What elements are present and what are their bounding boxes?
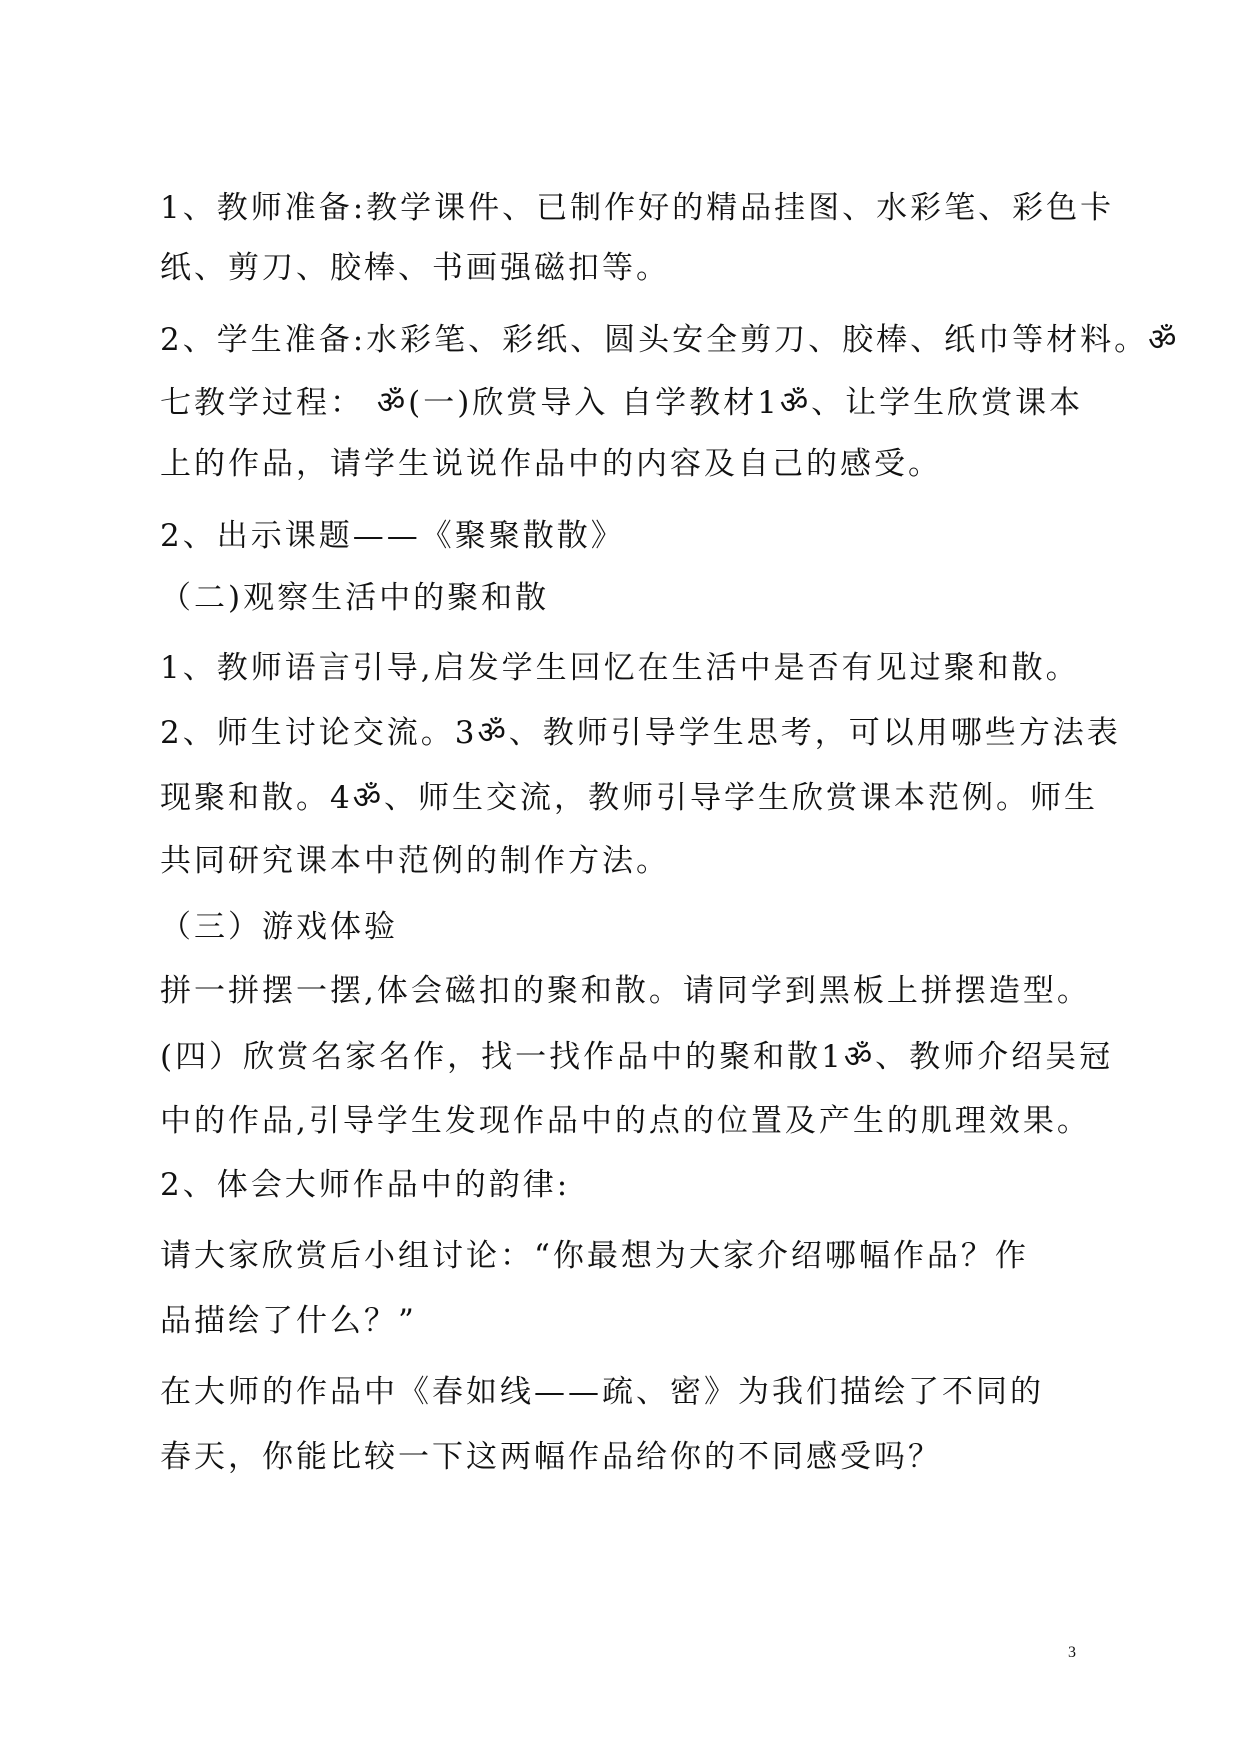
text-line: 1、教师语言引导,启发学生回忆在生活中是否有见过聚和散。	[160, 650, 1080, 686]
text-line: 1、教师准备:教学课件、已制作好的精品挂图、水彩笔、彩色卡	[160, 190, 1115, 226]
text-line: 请大家欣赏后小组讨论：“你最想为大家介绍哪幅作品？作	[160, 1238, 1029, 1274]
text-line: 上的作品，请学生说说作品中的内容及自己的感受。	[160, 446, 942, 482]
text-line: 2、体会大师作品中的韵律:	[160, 1167, 571, 1203]
page-number: 3	[1068, 1644, 1076, 1661]
text-line: （三）游戏体验	[160, 909, 398, 945]
text-line: 在大师的作品中《春如线——疏、密》为我们描绘了不同的	[160, 1374, 1044, 1410]
text-line: 拼一拼摆一摆,体会磁扣的聚和散。请同学到黑板上拼摆造型。	[160, 973, 1091, 1009]
text-line: （二)观察生活中的聚和散	[160, 580, 550, 616]
text-line: 纸、剪刀、胶棒、书画强磁扣等。	[160, 250, 670, 286]
text-line: 2、学生准备:水彩笔、彩纸、圆头安全剪刀、胶棒、纸巾等材料。ॐ	[160, 322, 1180, 358]
text-line: 2、出示课题——《聚聚散散》	[160, 518, 625, 554]
text-line: (四）欣赏名家名作，找一找作品中的聚和散1ॐ、教师介绍吴冠	[160, 1039, 1114, 1075]
text-line: 现聚和散。4ॐ、师生交流，教师引导学生欣赏课本范例。师生	[160, 780, 1098, 816]
text-line: 七教学过程： ॐ(一)欣赏导入 自学教材1ॐ、让学生欣赏课本	[160, 385, 1084, 421]
text-line: 2、师生讨论交流。3ॐ、教师引导学生思考，可以用哪些方法表	[160, 715, 1121, 751]
text-line: 共同研究课本中范例的制作方法。	[160, 843, 670, 879]
text-line: 品描绘了什么？”	[160, 1303, 417, 1339]
text-line: 春天，你能比较一下这两幅作品给你的不同感受吗？	[160, 1439, 942, 1475]
text-line: 中的作品,引导学生发现作品中的点的位置及产生的肌理效果。	[160, 1103, 1091, 1139]
